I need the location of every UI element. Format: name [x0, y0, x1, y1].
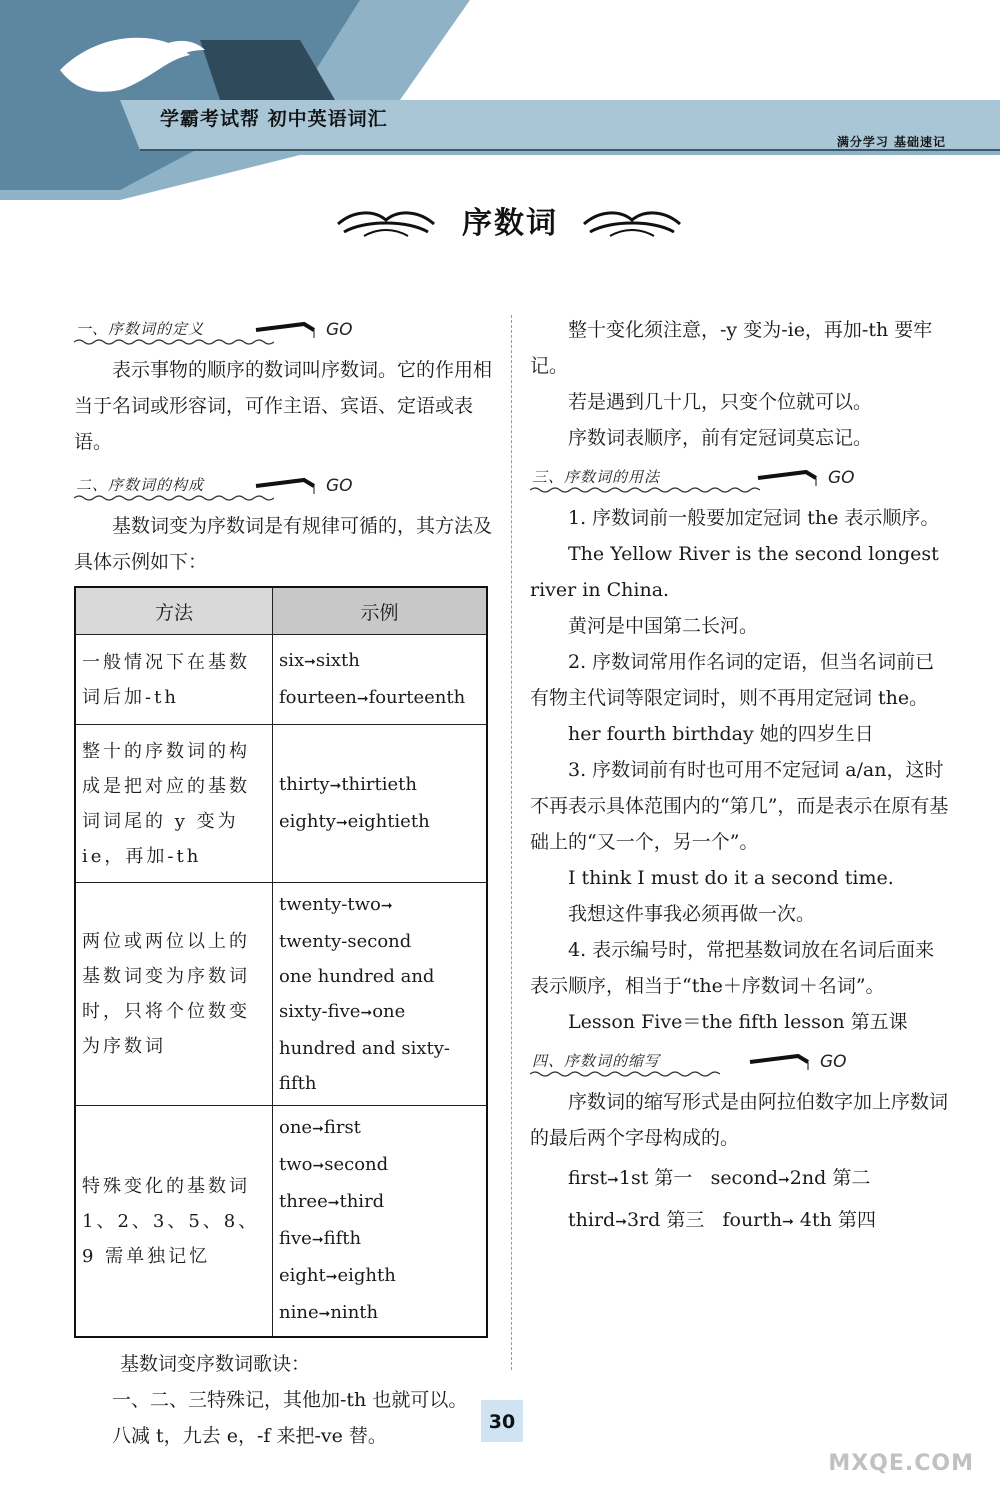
table-header-row — [75, 587, 487, 635]
usage-example-cn: 黄河是中国第二长河。 — [568, 615, 759, 637]
table-cell-example: twenty-two➞ twenty-second one hundred and sixty-five➞one hundred and sixty-fifth — [273, 883, 488, 1106]
usage-example-cn: 我想这件事我必须再做一次。 — [568, 903, 816, 925]
section-heading-usage: 三、序数词的用法 GO — [530, 460, 950, 494]
section-heading-formation: 二、序数词的构成 GO — [74, 468, 494, 502]
table-cell-method: 一般情况下在基数词后加-th — [75, 635, 273, 725]
wave-underline — [74, 338, 274, 346]
banner-right-label: 满分学习 基础速记 — [836, 135, 946, 149]
left-column — [74, 312, 494, 1454]
usage-rule-3: 3. 序数词前有时也可用不定冠词 a/an，这时不再表示具体范围内的“第几”，而是表示在原有基础上的“又一个，另一个”。 — [530, 759, 949, 853]
page-title: 序数词 — [462, 206, 558, 241]
wave-underline — [74, 494, 274, 502]
usage-example-en: I think I must do it a second time. — [568, 867, 894, 889]
table-cell-example: six➞sixth fourteen➞fourteenth — [273, 635, 488, 725]
pen-icon — [748, 1048, 818, 1070]
usage-rule-2: 2. 序数词常用作名词的定语，但当名词前已有物主代词等限定词时，则不再用定冠词 the。 — [530, 651, 935, 709]
right-ornament-icon — [580, 206, 684, 242]
right-column — [530, 312, 950, 1240]
rhyme-continued: 整十变化须注意，-y 变为-ie，再加-th 要牢记。 — [530, 319, 933, 377]
rhyme-continued: 序数词表顺序，前有定冠词莫忘记。 — [568, 427, 873, 449]
table-row — [75, 725, 487, 883]
usage-example: Lesson Five＝the fifth lesson 第五课 — [568, 1011, 908, 1033]
pen-icon — [254, 316, 324, 338]
pen-icon — [254, 472, 324, 494]
table-header-method: 方法 — [75, 587, 273, 635]
formation-table — [74, 586, 488, 1338]
watermark — [782, 1392, 982, 1482]
rhyme-continued: 若是遇到几十几，只变个位就可以。 — [568, 391, 873, 413]
table-row — [75, 1106, 487, 1338]
left-ornament-icon — [334, 206, 438, 242]
usage-rule-1: 1. 序数词前一般要加定冠词 the 表示顺序。 — [568, 507, 940, 529]
usage-rule-4: 4. 表示编号时，常把基数词放在名词后面来表示顺序，相当于“the＋序数词＋名词”。 — [530, 939, 935, 997]
watermark-text: MXQE.COM — [828, 1451, 974, 1476]
table-cell-method: 整十的序数词的构成是把对应的基数词词尾的 y 变为 ie，再加-th — [75, 725, 273, 883]
rhyme-line: 八减 t，九去 e，-f 来把-ve 替。 — [112, 1425, 387, 1447]
wave-underline — [530, 486, 760, 494]
section-heading-abbreviation: 四、序数词的缩写 GO — [530, 1044, 950, 1078]
wave-underline — [530, 1070, 720, 1078]
column-divider — [511, 315, 512, 1370]
usage-example-en: The Yellow River is the second longest river in China. — [530, 543, 939, 601]
rhyme-line: 一、二、三特殊记，其他加-th 也就可以。 — [112, 1389, 468, 1411]
table-cell-method: 特殊变化的基数词 1、2、3、5、8、9 需单独记忆 — [75, 1106, 273, 1338]
definition-text: 表示事物的顺序的数词叫序数词。它的作用相当于名词或形容词，可作主语、宾语、定语或表语。 — [74, 359, 493, 453]
abbreviation-row: third➞3rd 第三 fourth➞ 4th 第四 — [568, 1209, 876, 1231]
pen-icon — [756, 464, 826, 486]
table-row — [75, 635, 487, 725]
banner-graphic — [0, 0, 1000, 200]
header-banner — [0, 0, 1000, 200]
table-cell-method: 两位或两位以上的基数词变为序数词时，只将个位数变为序数词 — [75, 883, 273, 1106]
usage-example: her fourth birthday 她的四岁生日 — [568, 723, 874, 745]
rhyme-title: 基数词变序数词歌诀： — [120, 1353, 311, 1375]
abbreviation-row: first➞1st 第一 second➞2nd 第二 — [568, 1167, 871, 1189]
formation-intro: 基数词变为序数词是有规律可循的，其方法及具体示例如下： — [74, 515, 493, 573]
book-title: 学霸考试帮 初中英语词汇 — [160, 108, 388, 130]
table-cell-example: one➞first two➞second three➞third five➞fifth eight➞eighth nine➞ninth — [273, 1106, 488, 1338]
table-row — [75, 883, 487, 1106]
abbreviation-text: 序数词的缩写形式是由阿拉伯数字加上序数词的最后两个字母构成的。 — [530, 1091, 949, 1149]
table-header-example: 示例 — [273, 587, 488, 635]
table-cell-example: thirty➞thirtieth eighty➞eightieth — [273, 725, 488, 883]
section-heading-definition: 一、序数词的定义 GO — [74, 312, 494, 346]
page-number: 30 — [481, 1400, 523, 1442]
